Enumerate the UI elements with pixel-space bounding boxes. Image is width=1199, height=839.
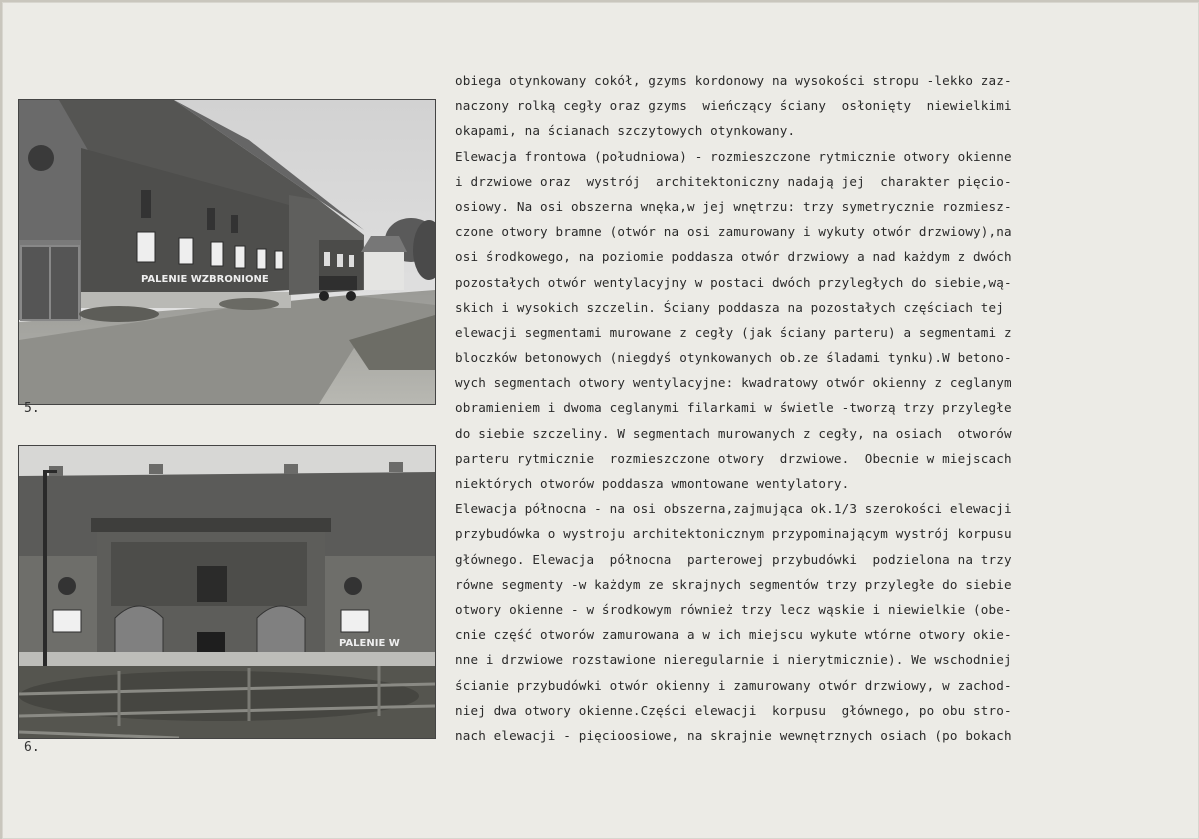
- barn-sign-text-2: PALENIE W: [339, 638, 400, 649]
- text-line: skich i wysokich szczelin. Ściany poddasza na pozostałych częściach tej: [455, 299, 1004, 315]
- barn-front-image: [19, 100, 435, 404]
- text-line: obiega otynkowany cokół, gzyms kordonowy na wysokości stropu -lekko zaz-: [455, 73, 1012, 88]
- text-line: obramieniem i dwoma ceglanymi filarkami w świetle -tworzą trzy przyległe: [455, 400, 1012, 416]
- text-line: głównego. Elewacja północna parterowej przybudówki podzielona na trzy: [455, 551, 1012, 567]
- text-line: cnie część otworów zamurowana a w ich miejscu wykute wtórne otwory okie-: [455, 627, 1012, 643]
- text-line: do siebie szczeliny. W segmentach murowanych z cegły, na osiach otworów: [455, 425, 1012, 441]
- text-line: nne i drzwiowe rozstawione nieregularnie i nierytmicznie). We wschodniej: [455, 652, 1012, 668]
- text-line: elewacji segmentami murowane z cegły (jak ściany parteru) a segmentami z: [455, 324, 1012, 340]
- text-line: niektórych otworów poddasza wmontowane wentylatory.: [455, 476, 850, 491]
- text-line: Elewacja północna - na osi obszerna,zajmująca ok.1/3 szerokości elewacji: [455, 501, 1012, 517]
- text-line: okapami, na ścianach szczytowych otynkowany.: [455, 123, 796, 139]
- text-line: pozostałych otwór wentylacyjny w postaci dwóch przyległych do siebie,wą-: [455, 274, 1012, 290]
- text-line: niej dwa otwory okienne.Części elewacji korpusu głównego, po obu stro-: [455, 702, 1012, 718]
- text-line: równe segmenty -w każdym ze skrajnych segmentów trzy przyległe do siebie: [455, 576, 1012, 592]
- text-line: parteru rytmicznie rozmieszczone otwory drzwiowe. Obecnie w miejscach: [455, 450, 1012, 466]
- text-line: bloczków betonowych (niegdyś otynkowanych ob.ze śladami tynku).W betono-: [455, 350, 1012, 366]
- text-line: czone otwory bramne (otwór na osi zamurowany i wykuty otwór drzwiowy),na: [455, 224, 1012, 240]
- text-line: naczony rolką cegły oraz gzyms wieńczący ściany osłonięty niewielkimi: [455, 98, 1012, 114]
- text-line: otwory okienne - w środkowym również trzy lecz wąskie i niewielkie (obe-: [455, 601, 1012, 617]
- photo-barn-north: [18, 445, 436, 739]
- barn-sign-text: PALENIE WZBRONIONE: [141, 274, 269, 285]
- document-page: [2, 2, 1199, 839]
- text-line: przybudówka o wystroju architektonicznym przypominającym wystrój korpusu: [455, 526, 1012, 542]
- body-text: [455, 68, 1183, 748]
- text-line: wych segmentach otwory wentylacyjne: kwadratowy otwór okienny z ceglanym: [455, 375, 1012, 391]
- photo-5-caption: 5.: [24, 401, 40, 416]
- barn-north-image: [19, 446, 435, 738]
- text-line: nach elewacji - pięcioosiowe, na skrajnie wewnętrznych osiach (po bokach: [455, 727, 1012, 743]
- photo-barn-front: [18, 99, 436, 405]
- text-line: ścianie przybudówki otwór okienny i zamurowany otwór drzwiowy, w zachod-: [455, 677, 1012, 693]
- text-line: Elewacja frontowa (południowa) - rozmieszczone rytmicznie otwory okienne: [455, 148, 1012, 164]
- photo-6-caption: 6.: [24, 740, 40, 755]
- text-line: osi środkowego, na poziomie poddasza otwór drzwiowy a nad każdym z dwóch: [455, 249, 1012, 265]
- text-line: i drzwiowe oraz wystrój architektoniczny nadają jej charakter pięcio-: [455, 173, 1012, 189]
- text-line: osiowy. Na osi obszerna wnęka,w jej wnętrzu: trzy symetrycznie rozmiesz-: [455, 198, 1012, 214]
